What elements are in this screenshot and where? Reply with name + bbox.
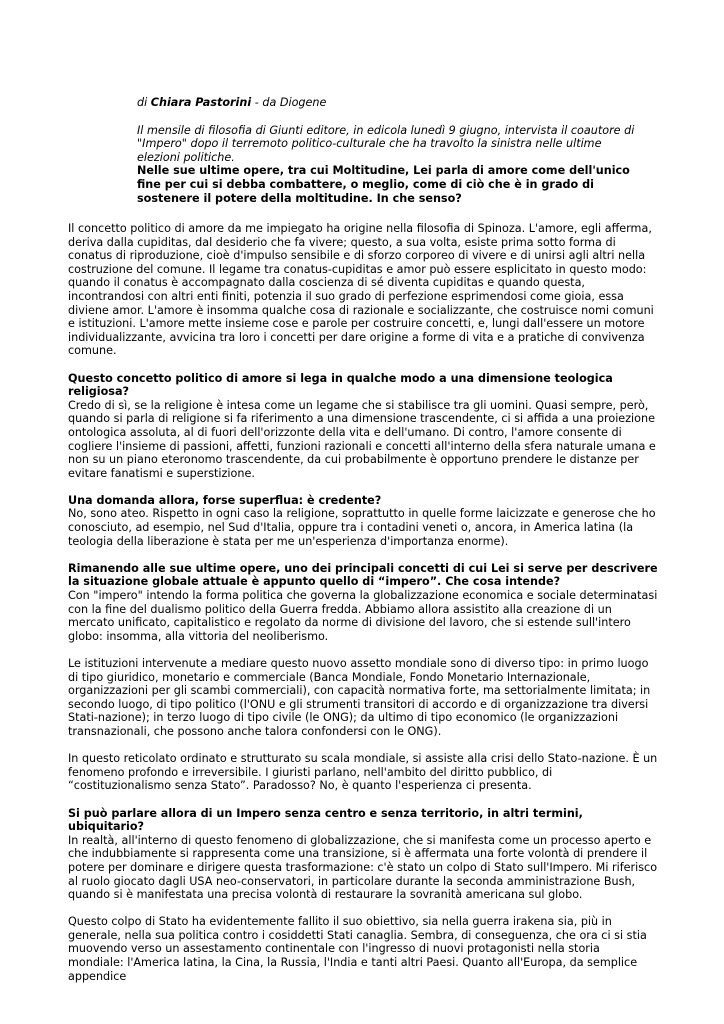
qa-block-3	[68, 494, 658, 548]
byline	[137, 96, 637, 110]
answer-5-continued: Questo colpo di Stato ha evidentemente fallito il suo obiettivo, sia nella guerra irakena sia, più in generale, nella sua politica contro i cosiddetti Stati canaglia. Sembra, di conseguenza, che ora ci si stia muovendo verso un assestamento continentale con l'ingresso di nuovi protagonisti nella storia mondiale: l'America latina, la Cina, la Russia, l'India e tanti altri Paesi. Quanto all'Europa, da semplice appendice	[68, 915, 647, 983]
interview-question-1: Nelle sue ultime opere, tra cui Moltitudine, Lei parla di amore come dell'unico fine per cui si debba combattere, o meglio, come di ciò che è in grado di sostenere il potere della moltitudine. In che senso?	[137, 164, 630, 205]
interview-question-4: Rimanendo alle sue ultime opere, uno dei principali concetti di cui Lei si serve per descrivere la situazione globale attuale è appunto quello di “impero”. Che cosa intende?	[68, 561, 658, 589]
article-body	[68, 222, 658, 997]
answer-4-continued-1: Le istituzioni intervenute a mediare questo nuovo assetto mondiale sono di diverso tipo: in primo luogo di tipo giuridico, monetario e commerciale (Banca Mondiale, Fondo Monetario Internazionale, organizzazioni per gli scambi commerciali), con capacità normativa forte, ma settorialmente limitata; in secondo luogo, di tipo politico (l'ONU e gli strumenti transitori di accordo e di organizzazione tra diversi Stati-nazione); in terzo luogo di tipo civile (le ONG); da ultimo di tipo economico (le organizzazioni transnazionali, che possono anche talora confondersi con le ONG).	[68, 657, 651, 738]
answer-2: Credo di sì, se la religione è intesa come un legame che si stabilisce tra gli uomini. Quasi sempre, però, quando si parla di religione si fa riferimento a una dimensione trascendente, ci si affida a una proiezione ontologica assoluta, al di fuori dell'orizzonte della vita e dell'umano. Di contro, l'amore consente di cogliere l'insieme di passioni, affetti, funzioni razionali e concetti all'interno della sfera naturale umana e non su un piano eteronomo trascendente, da cui probabilmente è opportuno prendere le distanze per evitare fanatismi e superstizione.	[68, 398, 656, 480]
answer-3: No, sono ateo. Rispetto in ogni caso la religione, soprattutto in quelle forme laicizzate e generose che ho conosciuto, ad esempio, nel Sud d'Italia, oppure tra i contadini veneti o, ancora, in America latina (la teologia della liberazione è stata per me un'esperienza d'importanza enorme).	[68, 507, 656, 548]
interview-question-3: Una domanda allora, forse superflua: è credente?	[68, 493, 382, 507]
article-intro	[137, 96, 637, 205]
qa-block-5	[68, 807, 658, 902]
answer-4: Con "impero" intendo la forma politica che governa la globalizzazione economica e sociale determinatasi con la fine del dualismo politico della Guerra fredda. Abbiamo allora assistito alla creazione di un mercato unificato, capitalistico e regolato da norme di divisione del lavoro, che si estende sull'intero globo: insomma, alla vittoria del neoliberismo.	[68, 589, 658, 643]
byline-source: - da Diogene	[251, 96, 327, 109]
qa-block-4	[68, 562, 658, 644]
answer-5: In realtà, all'interno di questo fenomeno di globalizzazione, che si manifesta come un processo aperto e che indubbiamente si rappresenta come una transizione, si è affermata una forte volontà di prendere il potere per dominare e dirigere questa trasformazione: c'è stato un colpo di Stato sull'Impero. Mi riferisco al ruolo giocato dagli USA neo-conservatori, in particolare durante la seconda amministrazione Bush, quando si è manifestata una precisa volontà di restaurare la sovranità americana sul globo.	[68, 833, 658, 902]
answer-1: Il concetto politico di amore da me impiegato ha origine nella filosofia di Spinoza. L'amore, egli afferma, deriva dalla cupiditas, dal desiderio che fa vivere; questo, a sua volta, esiste prima sotto forma di conatus di riproduzione, cioè d'impulso sensibile e di sforzo corporeo di vivere e di unirsi agli altri nella costruzione del comune. Il legame tra conatus-cupiditas e amor può essere esplicitato in questo modo: quando il conatus è accompagnato dalla coscienza di sé diventa cupiditas e quando questa, incontrandosi con altri enti finiti, potenzia il suo grado di perfezione esprimendosi come gioia, essa diviene amor. L'amore è insomma qualche cosa di razionale e socializzante, che costruisce nomi comuni e istituzioni. L'amore mette insieme cose e parole per costruire concetti, e, lungi dall'essere un motore individualizzante, avvicina tra loro i concetti per dare origine a forme di vita e a pratiche di convivenza comune.	[68, 222, 654, 358]
interview-question-5: Si può parlare allora di un Impero senza centro e senza territorio, in altri termini, ubiquitario?	[68, 806, 583, 834]
article-subhead: Il mensile di filosofia di Giunti editore, in edicola lunedì 9 giugno, intervista il coautore di "Impero" dopo il terremoto politico-culturale che ha travolto la sinistra nelle ultime elezioni politiche.	[137, 123, 635, 164]
author-name: Chiara Pastorini	[150, 96, 252, 109]
byline-prefix: di	[137, 96, 151, 109]
interview-question-2: Questo concetto politico di amore si lega in qualche modo a una dimensione teologica religiosa?	[68, 371, 613, 399]
answer-4-continued-2: In questo reticolato ordinato e strutturato su scala mondiale, si assiste alla crisi dello Stato-nazione. È un fenomeno profondo e irreversibile. I giuristi parlano, nell'ambito del diritto pubblico, di “costituzionalismo senza Stato”. Paradosso? No, è quanto l'esperienza ci presenta.	[68, 752, 658, 793]
qa-block-2	[68, 372, 658, 481]
